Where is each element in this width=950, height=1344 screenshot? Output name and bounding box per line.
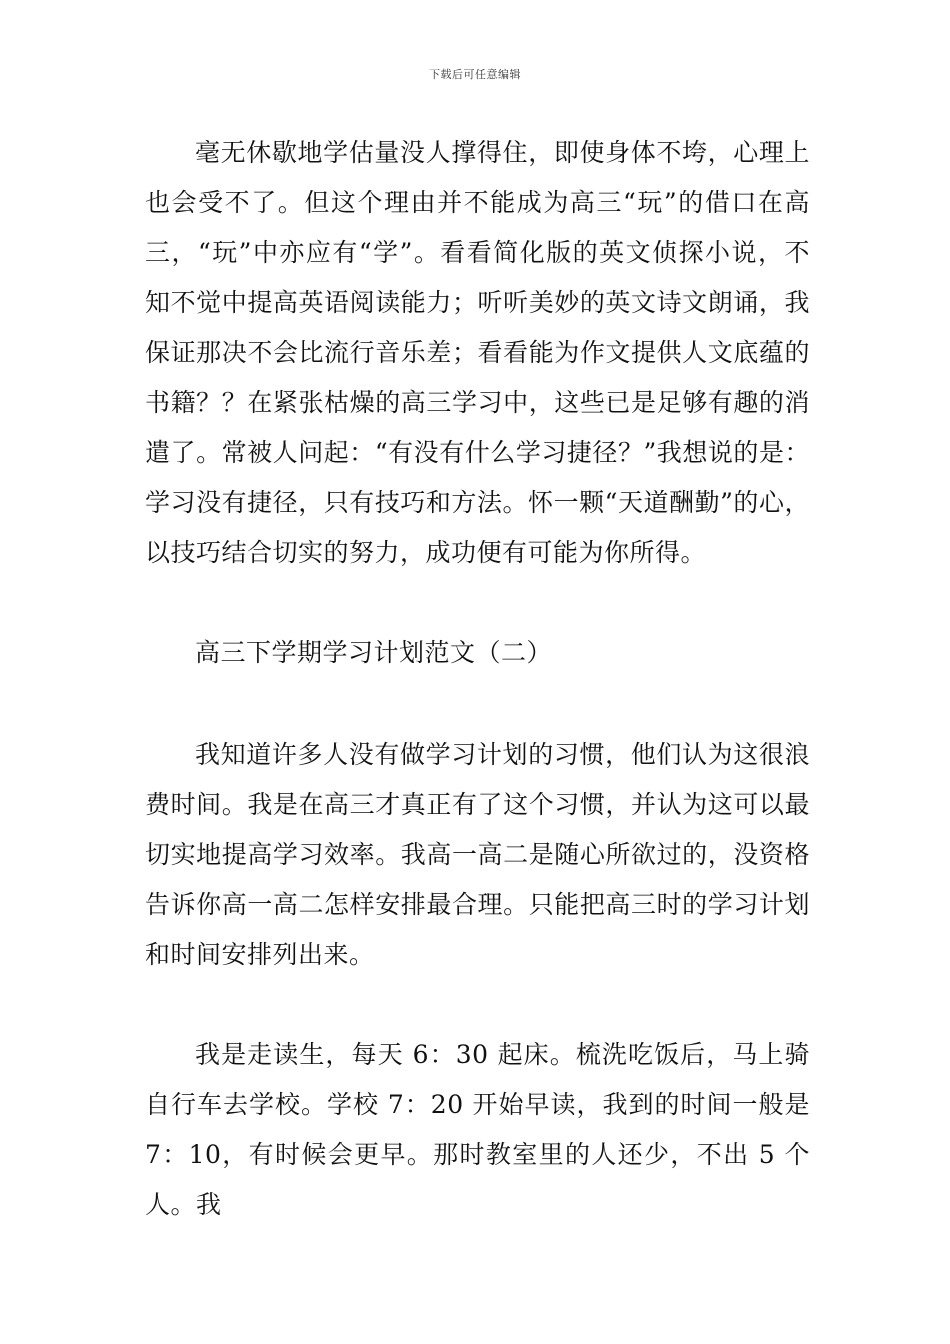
document-body (145, 128, 810, 1230)
page-header-note: 下载后可任意编辑 (429, 68, 521, 81)
paragraph-study-leisure: 毫无休歇地学估量没人撑得住，即使身体不垮，心理上也会受不了。但这个理由并不能成为高三“玩”的借口在高三，“玩”中亦应有“学”。看看简化版的英文侦探小说，不知不觉中提高英语阅读能力；听听美妙的英文诗文朗诵，我保证那决不会比流行音乐差；看看能为作文提供人文底蕴的书籍？？在紧张枯燥的高三学习中，这些已是足够有趣的消遣了。常被人问起：“有没有什么学习捷径？”我想说的是：学习没有捷径，只有技巧和方法。怀一颗“天道酬勤”的心，以技巧结合切实的努力，成功便有可能为你所得。 (145, 138, 810, 567)
paragraph-daily-schedule: 我是走读生，每天 6：30 起床。梳洗吃饭后，马上骑自行车去学校。学校 7：20 开始早读，我到的时间一般是 7：10，有时候会更早。那时教室里的人还少，不出 5 个人。我 (145, 1040, 810, 1219)
section-heading: 高三下学期学习计划范文（二） (195, 638, 553, 667)
paragraph-study-plan-intro: 我知道许多人没有做学习计划的习惯，他们认为这很浪费时间。我是在高三才真正有了这个习惯，并认为这可以最切实地提高学习效率。我高一高二是随心所欲过的，没资格告诉你高一高二怎样安排最合理。只能把高三时的学习计划和时间安排列出来。 (145, 740, 810, 969)
